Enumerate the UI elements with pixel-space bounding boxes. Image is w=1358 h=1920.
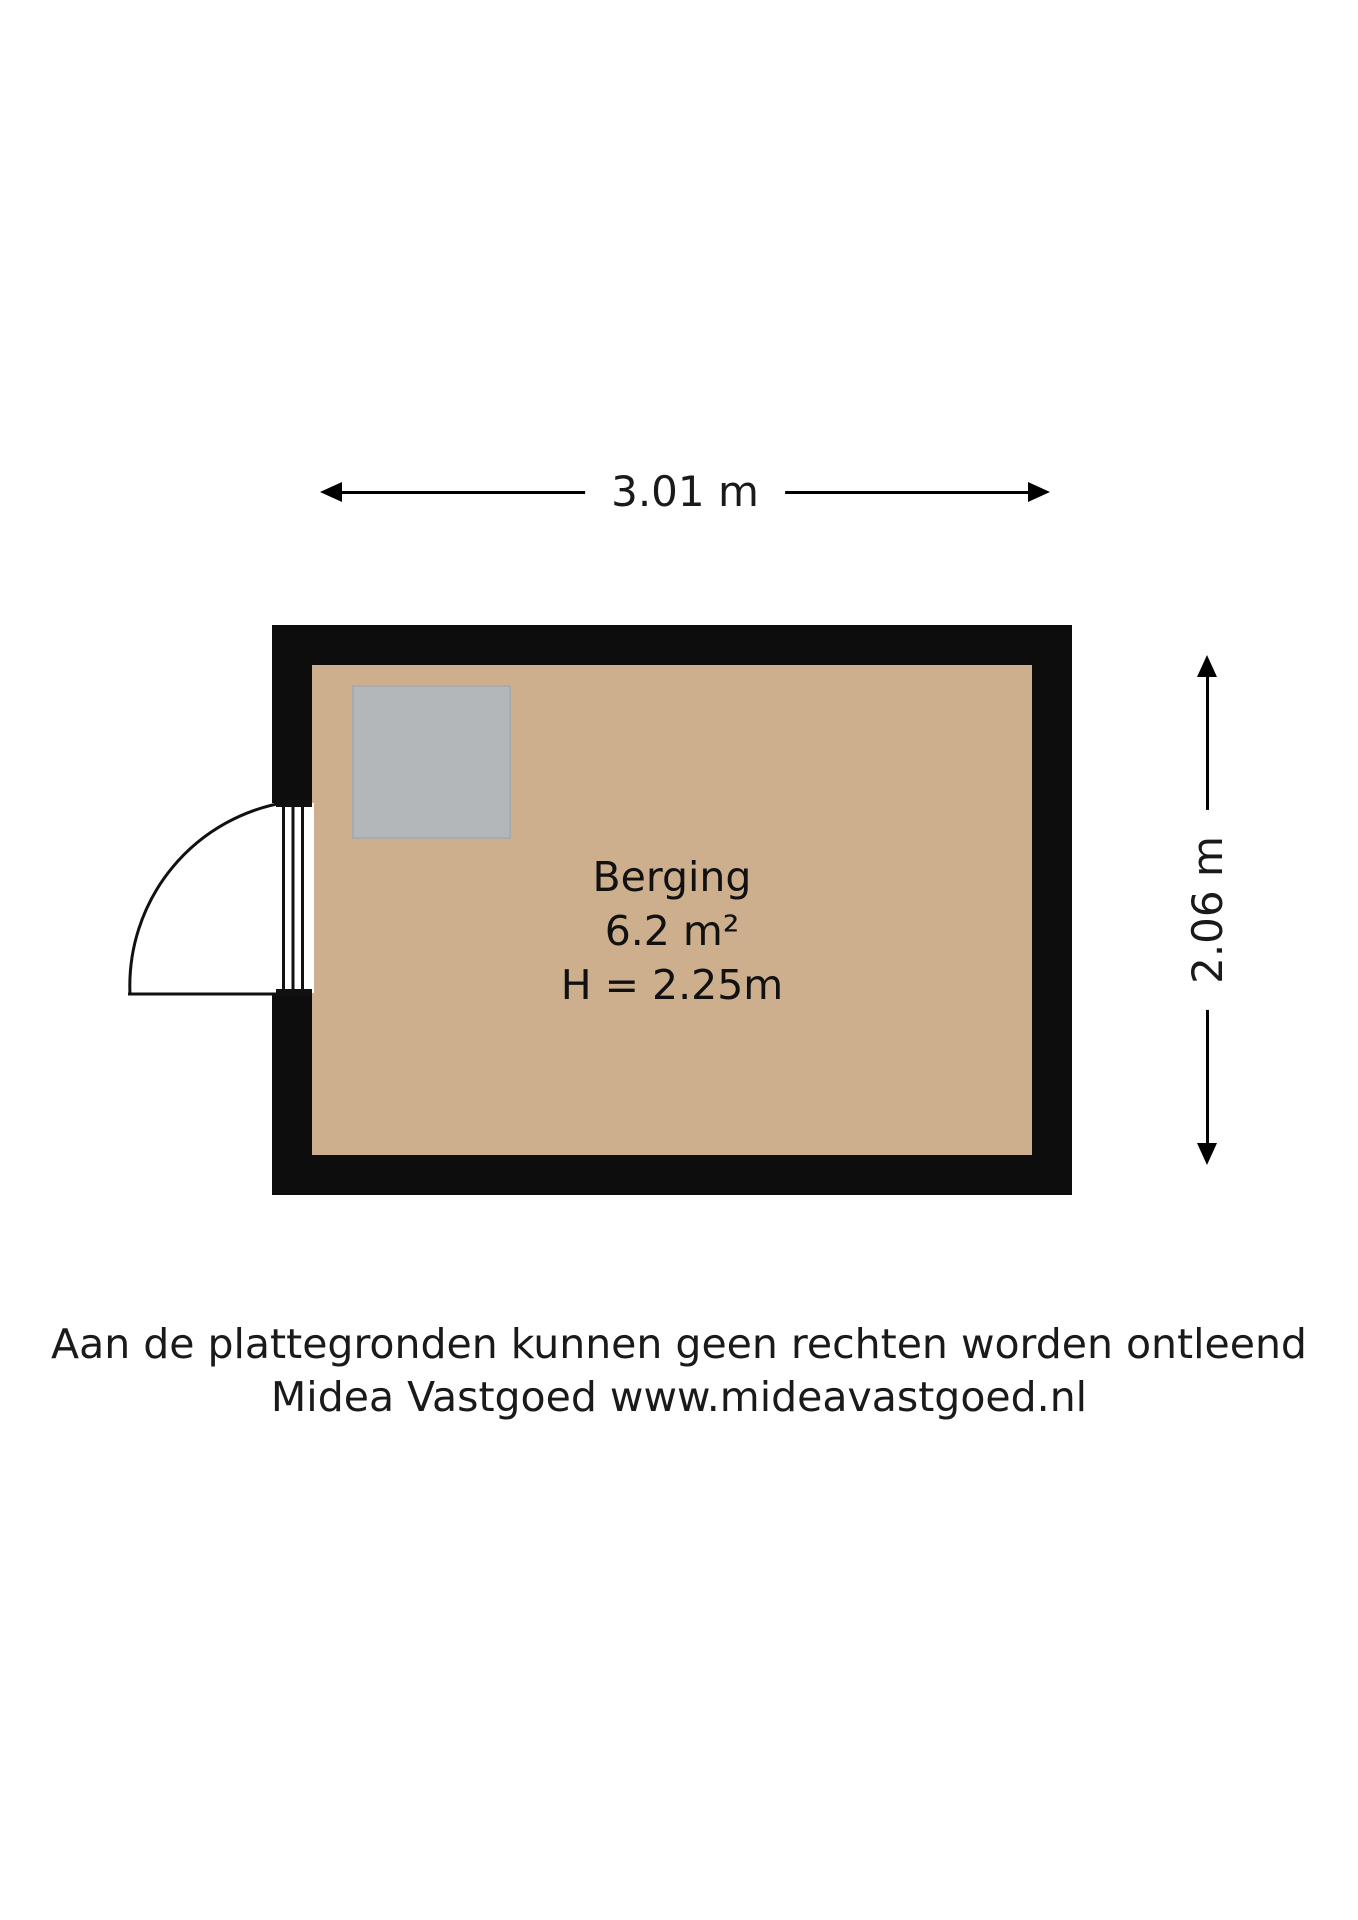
dimension-width-arrow-right-icon bbox=[1028, 482, 1050, 502]
footer-disclaimer bbox=[0, 1318, 1358, 1425]
room-label-group bbox=[312, 850, 1032, 1012]
dimension-height-label: 2.06 m bbox=[1178, 810, 1238, 1010]
dimension-height-arrow-bottom-icon bbox=[1197, 1143, 1217, 1165]
fixture-block-icon bbox=[352, 685, 511, 839]
room-walls bbox=[272, 625, 1072, 1195]
dimension-width-arrow-left-icon bbox=[320, 482, 342, 502]
dimension-height bbox=[1178, 655, 1238, 1165]
dimension-width-label: 3.01 m bbox=[585, 462, 785, 522]
dimension-height-arrow-top-icon bbox=[1197, 655, 1217, 677]
footer-line-2: Midea Vastgoed www.mideavastgoed.nl bbox=[270, 1373, 1088, 1422]
footer-line-1: Aan de plattegronden kunnen geen rechten worden ontleend bbox=[51, 1320, 1307, 1368]
room-name: Berging bbox=[592, 853, 752, 901]
room-area: 6.2 m² bbox=[604, 907, 740, 956]
room-floor bbox=[312, 665, 1032, 1155]
room-ceiling-height: H = 2.25m bbox=[560, 961, 784, 1010]
dimension-width bbox=[320, 462, 1050, 522]
door-swing-arc-icon bbox=[128, 800, 288, 996]
